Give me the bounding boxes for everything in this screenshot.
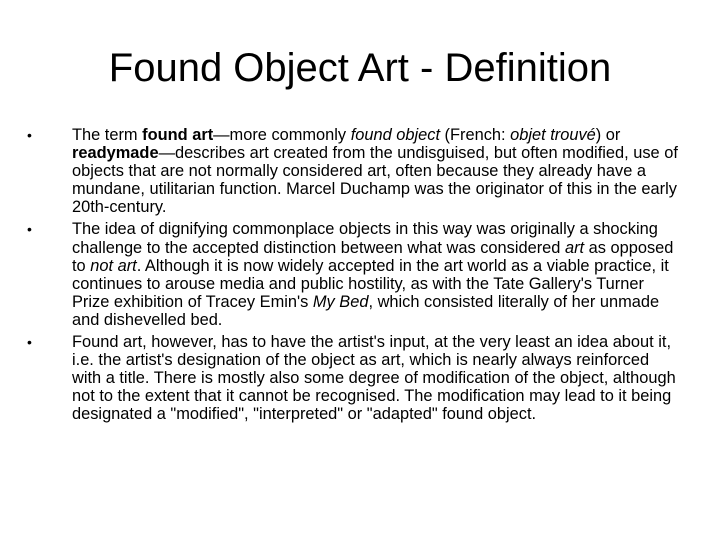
bullet-text	[72, 333, 676, 423]
term-found-object: found object	[350, 126, 440, 144]
text-segment: Found art, however, has to have the artist's input, at the very least an idea about it, i.e. the artist's designation of the object as art, which is nearly always reinforced with a title. There is mostly also some degree of modification of the object, although not to the extent that it cannot be recognised. The modification may lead to it being designated a "modified", "interpreted" or "adapted" found object.	[72, 333, 676, 424]
slide-title: Found Object Art - Definition	[108, 46, 612, 90]
text-segment: —more commonly	[213, 126, 351, 144]
bullet-point-icon: •	[27, 221, 32, 238]
text-segment: —describes art created from the undisguised, but often modified, use of objects that are not normally considered art, often because they already have a mundane, utilitarian function. Marcel Duchamp was the originator of this in the early 20th-century.	[72, 144, 678, 217]
text-segment: , which consisted literally of her unmade and dishevelled bed.	[72, 292, 660, 329]
term-not-art: not art	[90, 256, 137, 275]
term-found-art: found art	[142, 126, 214, 144]
bullet-text	[72, 126, 678, 216]
text-segment: . Although it is now widely accepted in the art world as a viable practice, it continues to arouse media and public hostility, as with the Tate Gallery's Turner Prize exhibition of Tracey Emin's	[72, 256, 669, 311]
term-objet-trouve: objet trouvé	[510, 126, 596, 144]
text-segment: The term	[72, 126, 143, 144]
bullet-text	[72, 220, 673, 328]
bullet-list	[0, 126, 720, 424]
bullet-item-artist-input	[0, 333, 678, 423]
text-segment: as opposed to	[72, 238, 674, 275]
bullet-point-icon: •	[27, 334, 32, 351]
text-segment: ) or	[595, 126, 621, 144]
work-title-my-bed: My Bed	[312, 292, 369, 311]
bullet-item-found-art-definition	[0, 126, 678, 216]
text-segment: The idea of dignifying commonplace objects in this way was originally a shocking challenge to the accepted distinction between what was considered	[72, 220, 658, 257]
term-art: art	[564, 238, 585, 257]
term-readymade: readymade	[72, 144, 159, 163]
text-segment: (French:	[440, 126, 511, 144]
bullet-point-icon: •	[27, 127, 32, 143]
bullet-item-dignifying-objects	[0, 220, 678, 329]
